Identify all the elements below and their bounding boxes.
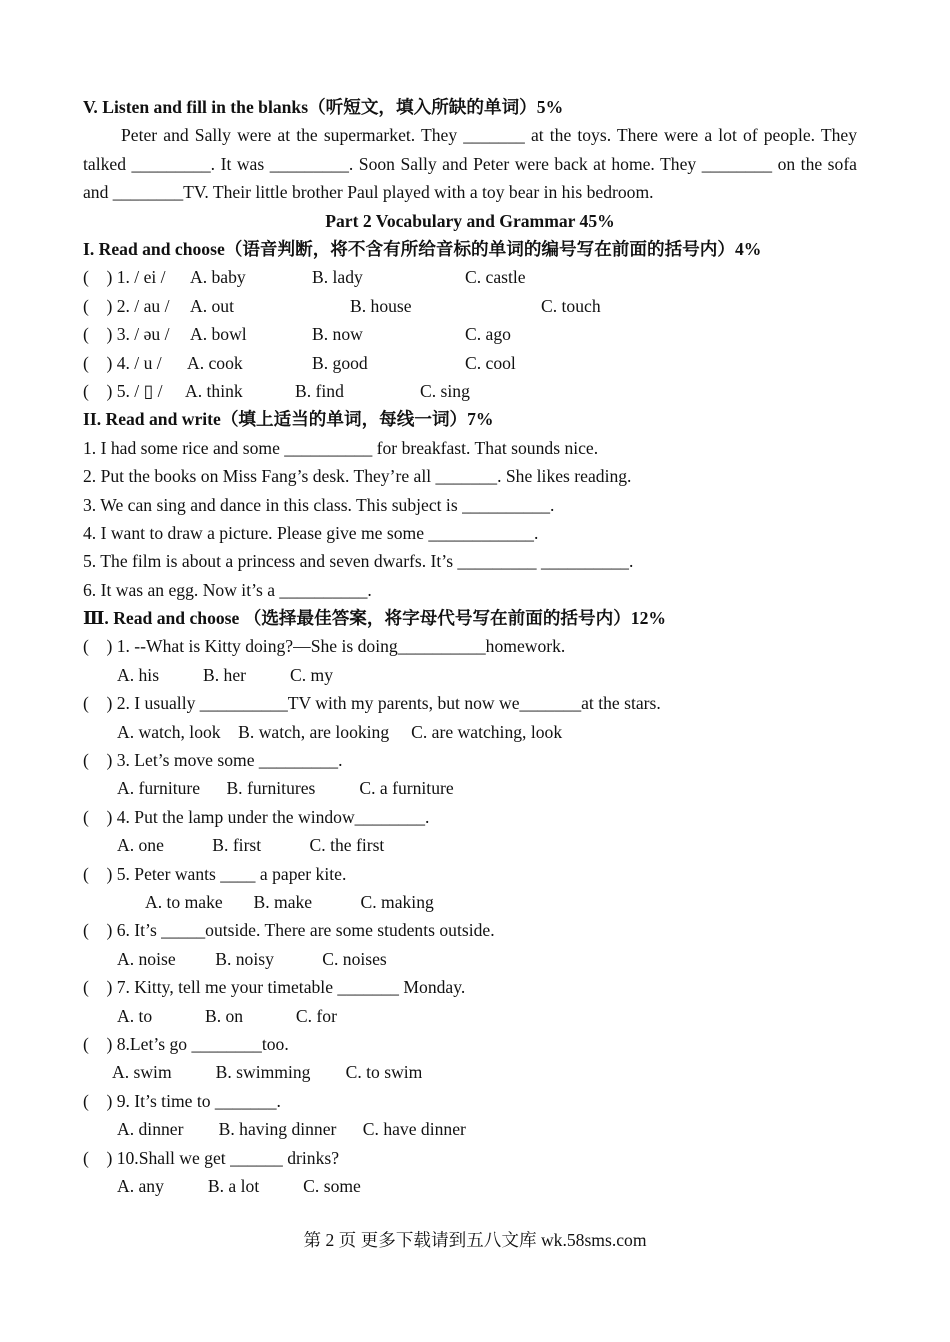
mc-options: A. one B. first C. the first bbox=[117, 835, 385, 856]
section-v-heading: V. Listen and fill in the blanks（听短文，填入所缺的单词）5% bbox=[83, 97, 564, 117]
mc-options: A. furniture B. furnitures C. a furniture bbox=[117, 778, 454, 799]
phonetic-row bbox=[83, 292, 857, 320]
fill-in-line: 3. We can sing and dance in this class. This subject is __________. bbox=[83, 494, 555, 515]
option-b: B. find bbox=[295, 380, 344, 401]
mc-options: A. watch, look B. watch, are looking C. are watching, look bbox=[117, 721, 563, 742]
mc-question: ( ) 3. Let’s move some _________. bbox=[83, 750, 343, 771]
option-c: C. cool bbox=[465, 352, 516, 373]
option-a: A. cook bbox=[187, 352, 243, 373]
fill-in-line: 1. I had some rice and some __________ for breakfast. That sounds nice. bbox=[83, 437, 599, 458]
option-c: C. ago bbox=[465, 324, 511, 345]
section-i-heading: I. Read and choose（语音判断，将不含有所给音标的单词的编号写在前面的括号内）4% bbox=[83, 239, 762, 259]
option-a: A. out bbox=[190, 295, 234, 316]
section-iii-heading: Ⅲ. Read and choose （选择最佳答案，将字母代号写在前面的括号内）12% bbox=[83, 608, 666, 629]
mc-question: ( ) 6. It’s _____outside. There are some students outside. bbox=[83, 920, 495, 941]
question-label: ( ) 4. / u / bbox=[83, 352, 162, 373]
section-v-passage: Peter and Sally were at the supermarket. They _______ at the toys. There were a lot of people. They talked _________. It was _________. Soon Sally and Peter were back at home. They ________ on the sofa and ________TV. Their little brother Paul played with a toy bear in his bedroom. bbox=[83, 125, 857, 203]
option-a: A. bowl bbox=[190, 324, 247, 345]
mc-options: A. dinner B. having dinner C. have dinner bbox=[117, 1119, 466, 1140]
option-b: B. house bbox=[350, 295, 412, 316]
question-label: ( ) 3. / əu / bbox=[83, 324, 170, 345]
phonetic-row bbox=[83, 377, 857, 405]
page-footer: 第 2 页 更多下载请到五八文库 wk.58sms.com bbox=[303, 1230, 647, 1250]
mc-options: A. to make B. make C. making bbox=[145, 891, 434, 912]
mc-question: ( ) 4. Put the lamp under the window________. bbox=[83, 806, 430, 827]
phonetic-row bbox=[83, 320, 857, 348]
fill-in-line: 4. I want to draw a picture. Please give me some ____________. bbox=[83, 522, 539, 543]
mc-options: A. noise B. noisy C. noises bbox=[117, 948, 387, 969]
option-b: B. lady bbox=[312, 267, 363, 288]
option-a: A. baby bbox=[190, 267, 246, 288]
mc-question: ( ) 10.Shall we get ______ drinks? bbox=[83, 1147, 340, 1168]
phonetic-row bbox=[83, 263, 857, 291]
phonetic-row bbox=[83, 349, 857, 377]
worksheet-page bbox=[83, 93, 857, 1200]
option-a: A. think bbox=[185, 380, 243, 401]
question-label: ( ) 2. / au / bbox=[83, 295, 170, 316]
option-c: C. castle bbox=[465, 267, 526, 288]
fill-in-line: 5. The film is about a princess and seven dwarfs. It’s _________ __________. bbox=[83, 551, 634, 572]
part2-title: Part 2 Vocabulary and Grammar 45% bbox=[325, 210, 615, 231]
mc-question: ( ) 2. I usually __________TV with my parents, but now we_______at the stars. bbox=[83, 693, 661, 714]
option-b: B. now bbox=[312, 324, 363, 345]
question-label: ( ) 5. / ▯ / bbox=[83, 380, 163, 401]
mc-question: ( ) 7. Kitty, tell me your timetable _______ Monday. bbox=[83, 977, 466, 998]
mc-question: ( ) 5. Peter wants ____ a paper kite. bbox=[83, 863, 347, 884]
mc-options: A. any B. a lot C. some bbox=[117, 1175, 361, 1196]
fill-in-line: 2. Put the books on Miss Fang’s desk. They’re all _______. She likes reading. bbox=[83, 466, 632, 487]
mc-question: ( ) 9. It’s time to _______. bbox=[83, 1090, 281, 1111]
fill-in-line: 6. It was an egg. Now it’s a __________. bbox=[83, 579, 372, 600]
section-ii-heading: II. Read and write（填上适当的单词，每线一词）7% bbox=[83, 409, 494, 430]
mc-options: A. his B. her C. my bbox=[117, 664, 334, 685]
mc-question: ( ) 1. --What is Kitty doing?—She is doing__________homework. bbox=[83, 636, 566, 657]
option-b: B. good bbox=[312, 352, 368, 373]
option-c: C. sing bbox=[420, 380, 470, 401]
mc-options: A. to B. on C. for bbox=[117, 1005, 337, 1026]
mc-question: ( ) 8.Let’s go ________too. bbox=[83, 1033, 289, 1054]
question-label: ( ) 1. / ei / bbox=[83, 267, 166, 288]
mc-options: A. swim B. swimming C. to swim bbox=[112, 1062, 423, 1083]
option-c: C. touch bbox=[541, 295, 601, 316]
